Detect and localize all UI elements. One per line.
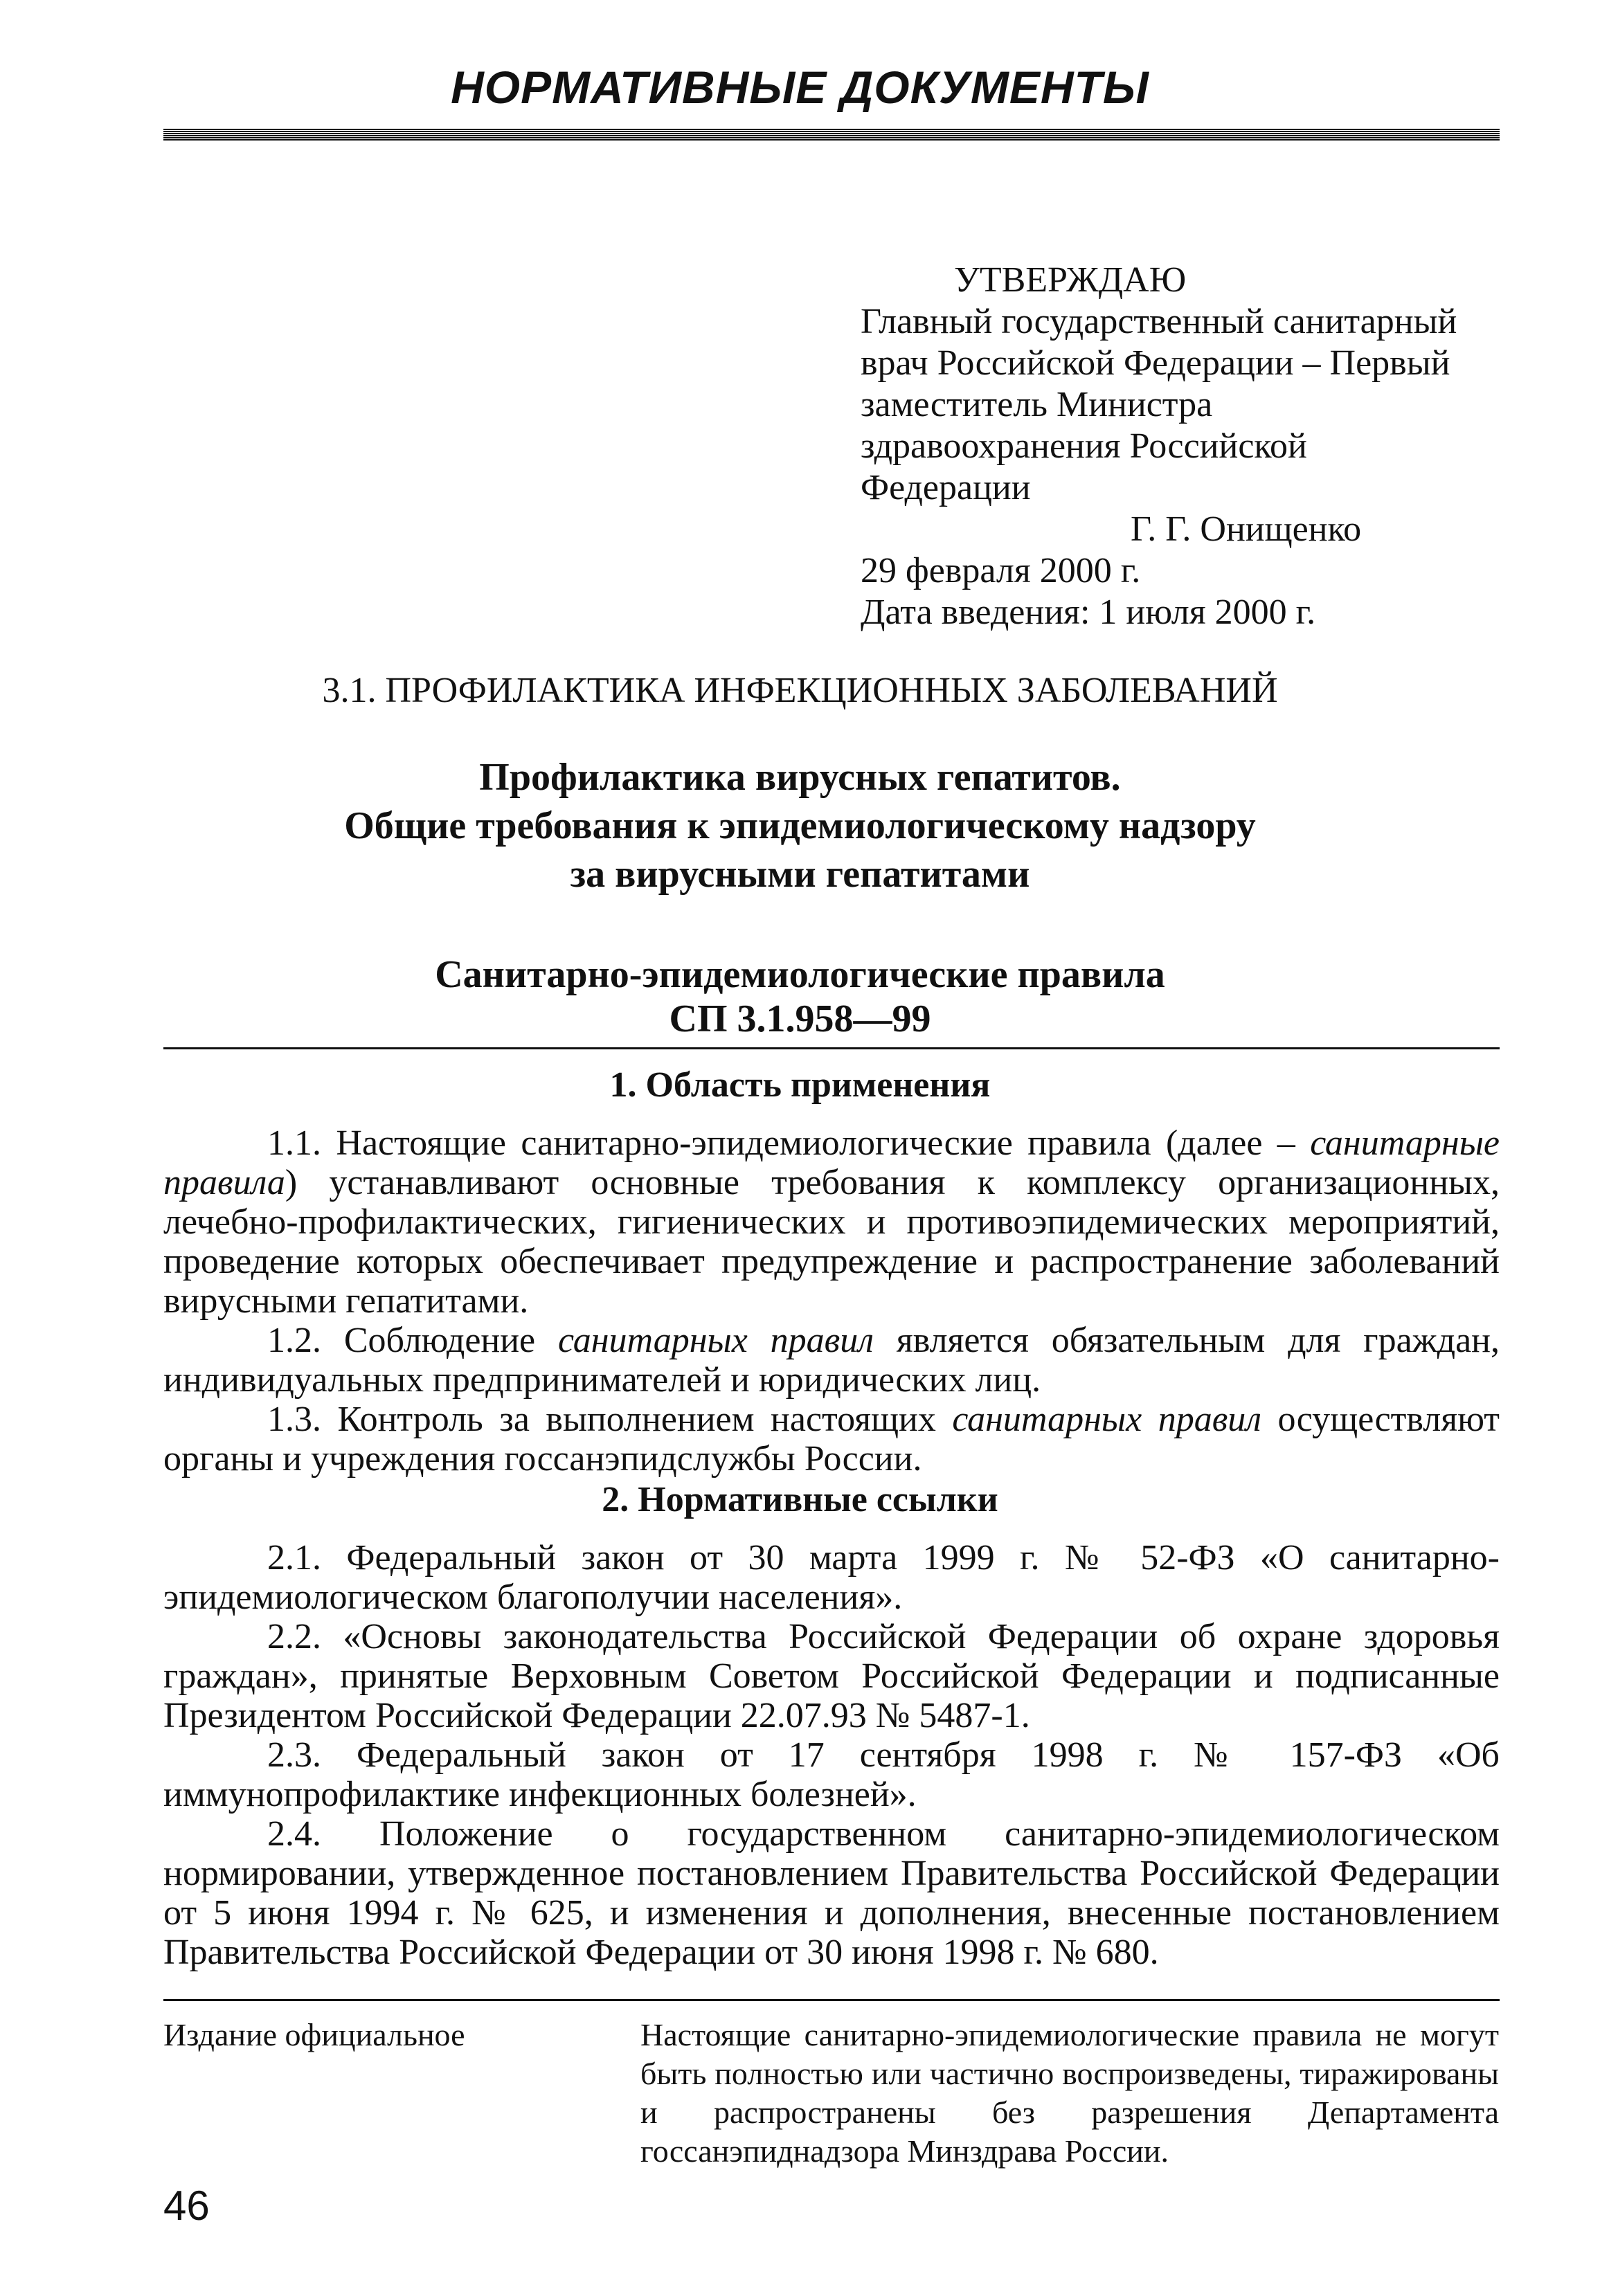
header-rule bbox=[163, 129, 1500, 141]
document-title bbox=[0, 753, 1600, 898]
section2-body bbox=[163, 1538, 1500, 1972]
approval-line: Федерации bbox=[861, 468, 1031, 507]
approval-effective-date: Дата введения: 1 июля 2000 г. bbox=[861, 593, 1316, 632]
title-divider bbox=[163, 1047, 1500, 1049]
running-header-title: НОРМАТИВНЫЕ ДОКУМЕНТЫ bbox=[451, 62, 1149, 113]
paragraph-1-2: 1.2. Соблюдение санитарных правил является обязательным для граждан, индивидуальных предпринимателей и юридических лиц. bbox=[163, 1321, 1500, 1400]
document-title-line: Профилактика вирусных гепатитов. bbox=[479, 756, 1121, 799]
approval-date: 29 февраля 2000 г. bbox=[861, 551, 1141, 590]
paragraph-2-2: 2.2. «Основы законодательства Российской Федерации об охране здоровья граждан», принятые Верховным Советом Российской Федерации и подписанные Президентом Российской Федерации 22.07.93 № 5487-1. bbox=[163, 1617, 1500, 1735]
rules-name: Санитарно-эпидемиологические правила bbox=[435, 953, 1165, 996]
document-title-line: Общие требования к эпидемиологическому надзору bbox=[344, 804, 1256, 847]
paragraph-2-1: 2.1. Федеральный закон от 30 марта 1999 г. № 52-ФЗ «О санитарно-эпидемиологическом благополучии населения». bbox=[163, 1538, 1500, 1617]
section2-heading: 2. Нормативные ссылки bbox=[602, 1480, 998, 1519]
paragraph-2-3: 2.3. Федеральный закон от 17 сентября 1998 г. № 157-ФЗ «Об иммунопрофилактике инфекционных болезней». bbox=[163, 1735, 1500, 1814]
rules-designation bbox=[0, 952, 1600, 1041]
section-heading: 3.1. ПРОФИЛАКТИКА ИНФЕКЦИОННЫХ ЗАБОЛЕВАНИЙ bbox=[322, 671, 1278, 710]
approval-heading: УТВЕРЖДАЮ bbox=[954, 260, 1187, 300]
edition-label: Издание официальное bbox=[163, 2017, 465, 2052]
rules-code: СП 3.1.958—99 bbox=[669, 997, 931, 1040]
paragraph-2-4: 2.4. Положение о государственном санитарно-эпидемиологическом нормировании, утвержденное постановлением Правительства Российской Федерации от 5 июня 1994 г. № 625, и изменения и дополнения, внесенные постановлением Правительства Российской Федерации от 30 июня 1998 г. № 680. bbox=[163, 1814, 1500, 1972]
footer-divider bbox=[163, 1999, 1500, 2001]
paragraph-1-1: 1.1. Настоящие санитарно-эпидемиологические правила (далее – санитарные правила) устанавливают основные требования к комплексу организационных, лечебно-профилактических, гигиенических и противоэпидемических мероприятий, проведение которых обеспечивает предупреждение и распространение заболеваний вирусными гепатитами. bbox=[163, 1123, 1500, 1321]
approval-signer: Г. Г. Онищенко bbox=[1131, 509, 1362, 549]
approval-line: заместитель Министра bbox=[861, 385, 1213, 424]
copyright-notice: Настоящие санитарно-эпидемиологические правила не могут быть полностью или частично воспроизведены, тиражированы и распространены без разрешения Департамента госсанэпиднадзора Минздрава России. bbox=[640, 2017, 1499, 2169]
page-number: 46 bbox=[163, 2182, 210, 2229]
approval-line: врач Российской Федерации – Первый bbox=[861, 343, 1450, 383]
approval-line: Главный государственный санитарный bbox=[861, 302, 1457, 341]
section1-body bbox=[163, 1123, 1500, 1479]
approval-block bbox=[861, 260, 1511, 633]
paragraph-1-3: 1.3. Контроль за выполнением настоящих санитарных правил осуществляют органы и учреждения госсанэпидслужбы России. bbox=[163, 1400, 1500, 1479]
approval-line: здравоохранения Российской bbox=[861, 426, 1307, 466]
document-title-line: за вирусными гепатитами bbox=[570, 853, 1030, 896]
section1-heading: 1. Область применения bbox=[609, 1065, 991, 1105]
